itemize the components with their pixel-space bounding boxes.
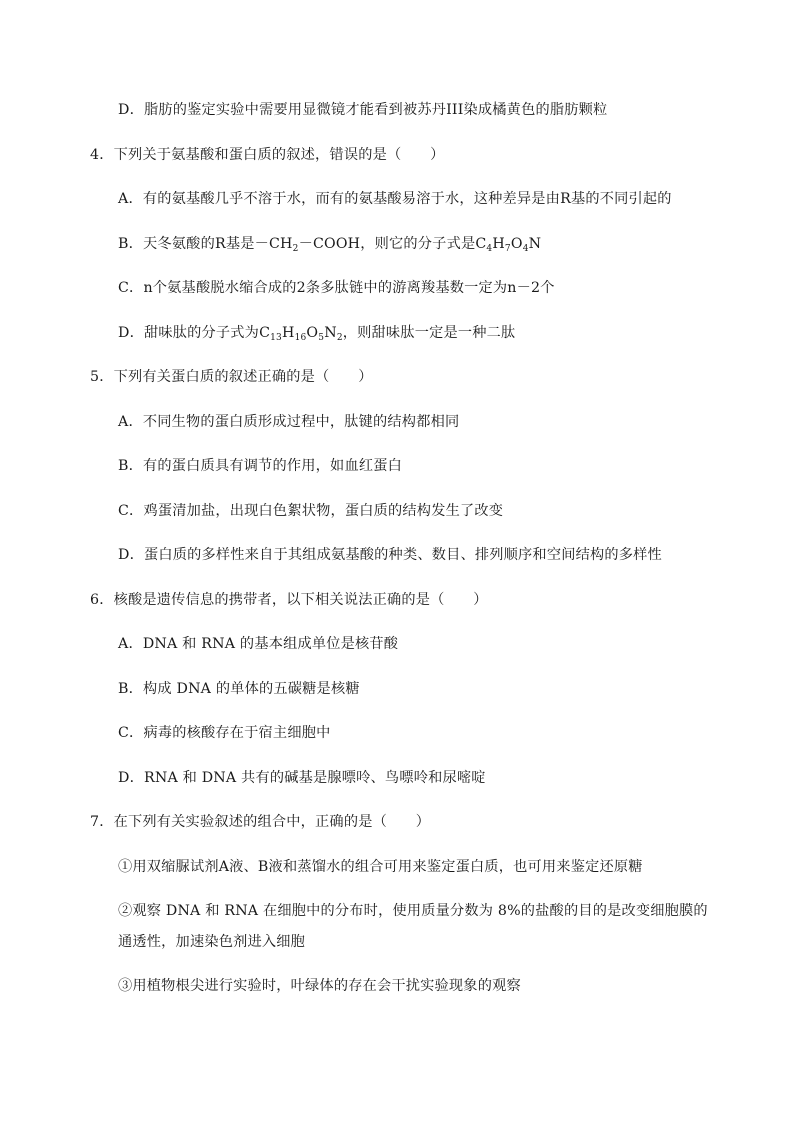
question-5-option-a: A．不同生物的蛋白质形成过程中，肽键的结构都相同 [118,414,460,430]
question-6-option-a: A．DNA 和 RNA 的基本组成单位是核苷酸 [118,636,399,652]
question-4-option-a: A．有的氨基酸几乎不溶于水，而有的氨基酸易溶于水，这种差异是由R基的不同引起的 [118,191,672,207]
subscript: 2 [336,333,343,343]
question-5-stem: 5．下列有关蛋白质的叙述正确的是（ ） [90,369,373,385]
question-6-stem: 6．核酸是遗传信息的携带者，以下相关说法正确的是（ ） [90,592,488,608]
question-6-option-d: D．RNA 和 DNA 共有的碱基是腺嘌呤、鸟嘌呤和尿嘧啶 [118,770,486,786]
subscript: 2 [292,244,299,254]
question-7-item-2-line-2: 通透性，加速染色剂进入细胞 [118,934,306,950]
element-h: H [281,325,295,341]
element-h: H [492,236,505,252]
question-6-option-c: C．病毒的核酸存在于宿主细胞中 [118,725,331,741]
question-7-item-2-line-1: ②观察 DNA 和 RNA 在细胞中的分布时，使用质量分数为 8%的盐酸的目的是改变细胞膜的 [118,903,708,919]
element-n: N [324,325,337,341]
subscript: 16 [294,333,307,343]
subscript: 5 [318,333,325,343]
element-n: N [528,236,542,252]
question-4-option-d [118,323,515,343]
question-7-stem: 7．在下列有关实验叙述的组合中，正确的是（ ） [90,814,431,830]
question-5-option-c: C．鸡蛋清加盐，出现白色絮状物，蛋白质的结构发生了改变 [118,503,504,519]
option-d-text-2: ，则甜味肽一定是一种二肽 [342,325,516,341]
subscript: 13 [270,333,282,343]
question-4-option-c: C．n个氨基酸脱水缩合成的2条多肽链中的游离羧基数一定为n－2个 [118,280,555,296]
question-3-option-d: D．脂肪的鉴定实验中需要用显微镜才能看到被苏丹III染成橘黄色的脂肪颗粒 [118,102,608,118]
subscript: 7 [504,244,511,254]
element-o: O [510,236,523,252]
question-7-item-3: ③用植物根尖进行实验时，叶绿体的存在会干扰实验现象的观察 [118,978,521,994]
option-b-text-1: B．天冬氨酸的R基是－CH [118,236,293,252]
question-4-stem: 4．下列关于氨基酸和蛋白质的叙述，错误的是（ ） [90,147,445,163]
element-o: O [306,325,319,341]
question-5-option-d: D．蛋白质的多样性来自于其组成氨基酸的种类、数目、排列顺序和空间结构的多样性 [118,547,662,563]
question-5-option-b: B．有的蛋白质具有调节的作用，如血红蛋白 [118,458,402,474]
subscript: 4 [522,244,529,254]
option-b-text-2: －COOH，则它的分子式是C [298,236,487,252]
subscript: 4 [486,244,493,254]
question-7-item-1: ①用双缩脲试剂A液、B液和蒸馏水的组合可用来鉴定蛋白质，也可用来鉴定还原糖 [118,859,643,875]
option-d-text-1: D．甜味肽的分子式为C [118,325,271,341]
question-4-option-b [118,234,541,254]
question-6-option-b: B．构成 DNA 的单体的五碳糖是核糖 [118,681,360,697]
